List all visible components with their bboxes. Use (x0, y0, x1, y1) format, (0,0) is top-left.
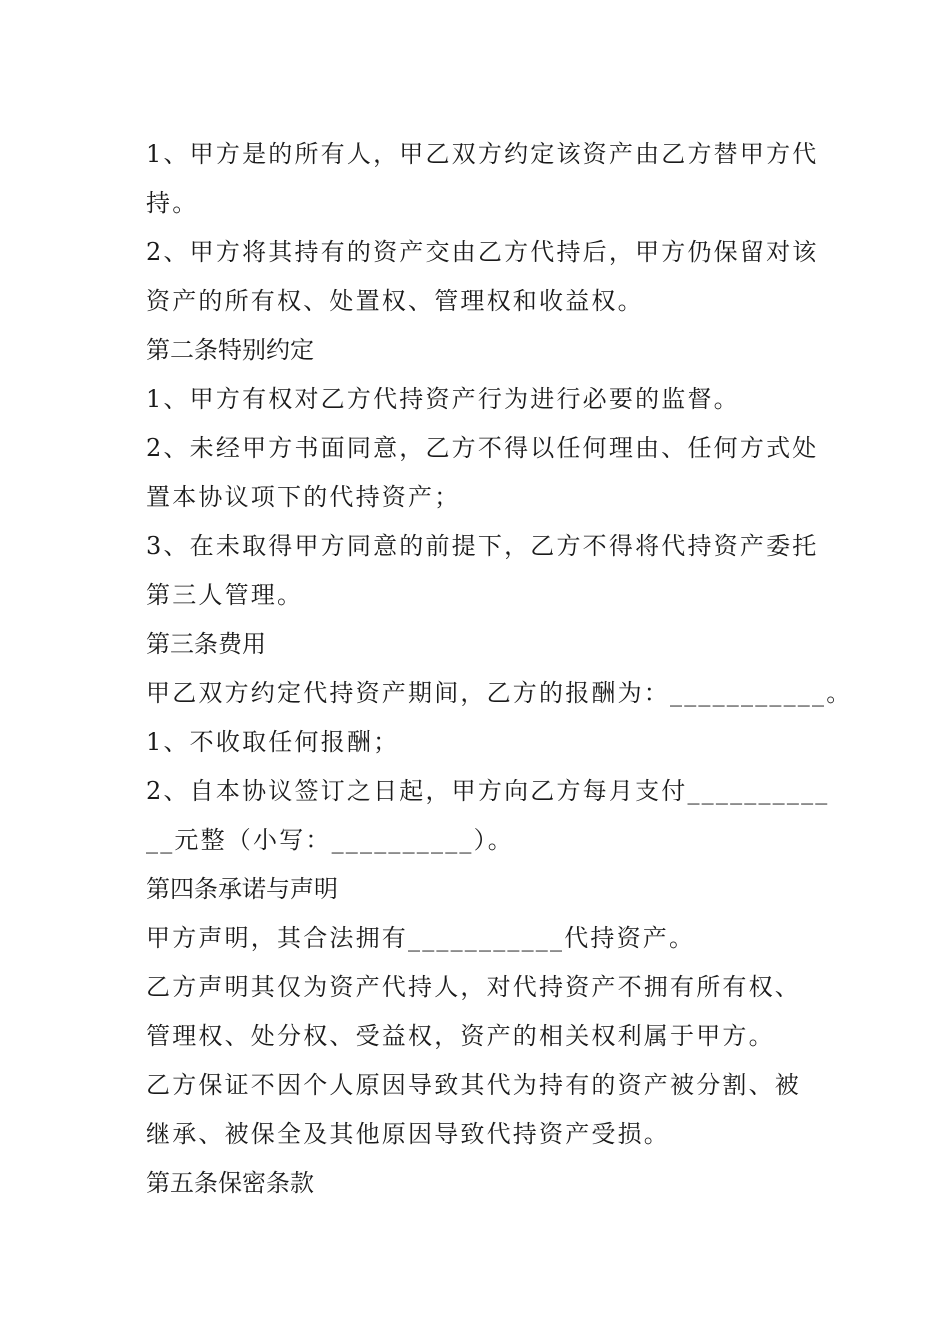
article-3-item-2-line-1: 2、自本协议签订之日起，甲方向乙方每月支付__________ (146, 777, 830, 805)
article-4-party-b-guarantee-line-2: 继承、被保全及其他原因导致代持资产受损。 (146, 1120, 670, 1148)
article-2-item-2-line-1: 2、未经甲方书面同意，乙方不得以任何理由、任何方式处 (146, 434, 819, 462)
clause-1-line-1: 1、甲方是的所有人，甲乙双方约定该资产由乙方替甲方代 (146, 140, 819, 168)
article-2-item-3-line-2: 第三人管理。 (146, 581, 304, 609)
article-3-item-1: 1、不收取任何报酬； (146, 728, 400, 756)
section-heading-article-2: 第二条特别约定 (146, 336, 314, 364)
article-4-party-b-statement-line-2: 管理权、处分权、受益权，资产的相关权利属于甲方。 (146, 1022, 775, 1050)
article-2-item-2-line-2: 置本协议项下的代持资产； (146, 483, 461, 511)
article-2-item-3-line-1: 3、在未取得甲方同意的前提下，乙方不得将代持资产委托 (146, 532, 819, 560)
article-4-party-a-statement: 甲方声明，其合法拥有___________代持资产。 (146, 924, 696, 952)
section-heading-article-5: 第五条保密条款 (146, 1169, 314, 1197)
section-heading-article-3: 第三条费用 (146, 630, 266, 658)
article-4-party-b-statement-line-1: 乙方声明其仅为资产代持人，对代持资产不拥有所有权、 (146, 973, 801, 1001)
clause-2-line-2: 资产的所有权、处置权、管理权和收益权。 (146, 287, 644, 315)
section-heading-article-4: 第四条承诺与声明 (146, 875, 338, 903)
article-4-party-b-guarantee-line-1: 乙方保证不因个人原因导致其代为持有的资产被分割、被 (146, 1071, 801, 1099)
clause-1-line-2: 持。 (146, 189, 199, 217)
article-2-item-1: 1、甲方有权对乙方代持资产行为进行必要的监督。 (146, 385, 740, 413)
article-3-item-2-line-2: __元整（小写：__________）。 (146, 826, 514, 854)
article-3-remuneration: 甲乙双方约定代持资产期间，乙方的报酬为：___________。 (146, 679, 853, 707)
clause-2-line-1: 2、甲方将其持有的资产交由乙方代持后，甲方仍保留对该 (146, 238, 819, 266)
document-body (146, 130, 853, 1208)
